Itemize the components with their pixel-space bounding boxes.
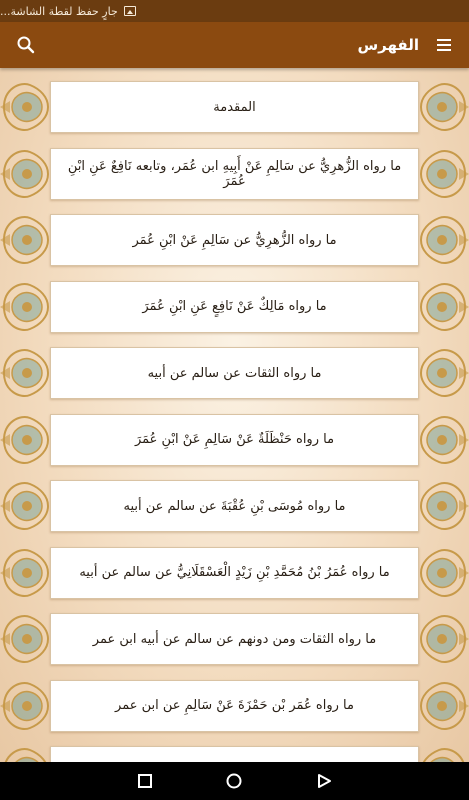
arabesque-ornament-icon [417,144,469,204]
list-item[interactable] [50,148,419,200]
list-item[interactable] [50,347,419,399]
arabesque-ornament-icon [417,609,469,669]
list-item-label: ما رواه مُوسَى بْنِ عُقْبَةَ عن سالم عن أبيه [123,498,346,514]
arabesque-ornament-icon [417,343,469,403]
menu-button[interactable] [433,34,455,56]
list-item-label: ما رواه الثقات عن سالم عن أبيه [147,365,322,381]
list-item[interactable] [50,480,419,532]
system-nav-bar [0,762,469,800]
list-item-label: ما رواه الزُّهرِيُّ عن سَالِمِ عَنْ ابْنِ عُمَر [132,232,337,248]
list-item-label: ما رواه عُمَرُ بْنُ مُحَمَّدِ بْنِ زَيْدٍ الْعَسْقَلَانِيُّ عن سالم عن أبيه [79,565,390,580]
list-item[interactable] [50,214,419,266]
arabesque-ornament-icon [0,476,52,536]
square-icon [137,773,153,789]
arabesque-ornament-icon [417,210,469,270]
page-title: الفهرس [357,36,419,54]
list-item[interactable] [50,414,419,466]
menu-icon [437,39,451,41]
list-item[interactable] [50,613,419,665]
arabesque-ornament-icon [417,77,469,137]
list-item[interactable] [50,547,419,599]
list-item[interactable] [50,281,419,333]
list-item-label: ما رواه مَالِكٌ عَنْ نَافِعٍ عَنِ ابْنِ عُمَرَ [142,299,327,314]
home-button[interactable] [222,769,246,793]
index-list-container[interactable] [0,68,469,762]
arabesque-ornament-icon [0,676,52,736]
arabesque-ornament-icon [0,210,52,270]
arabesque-ornament-icon [417,543,469,603]
screenshot-icon [124,6,136,16]
arabesque-ornament-icon [417,742,469,762]
list-item-label: ما رواه الثقات ومن دونهم عن سالم عن أبيه ابن عمر [92,631,377,647]
triangle-back-icon [316,773,332,789]
list-item-label: ما رواه الزُّهرِيُّ عن سَالِمِ عَنْ أَبِيهِ ابن عُمَر، وتابعه نَافِعٌ عَنِ ابْنِ عُمَرَ [67,158,402,189]
arabesque-ornament-icon [0,277,52,337]
arabesque-ornament-icon [417,476,469,536]
arabesque-ornament-icon [0,543,52,603]
arabesque-ornament-icon [0,609,52,669]
arabesque-ornament-icon [0,343,52,403]
search-button[interactable] [14,33,38,57]
arabesque-ornament-icon [417,676,469,736]
recents-button[interactable] [133,769,157,793]
arabesque-ornament-icon [0,77,52,137]
arabesque-ornament-icon [417,277,469,337]
list-item[interactable] [50,81,419,133]
list-item[interactable] [50,746,419,762]
arabesque-ornament-icon [0,144,52,204]
arabesque-ornament-icon [0,742,52,762]
list-item[interactable] [50,680,419,732]
status-bar [0,0,469,22]
arabesque-ornament-icon [417,410,469,470]
circle-icon [225,772,243,790]
app-bar [0,22,469,68]
list-item-label: المقدمة [213,99,256,115]
search-icon [16,35,36,55]
status-notification-text: جارٍ حفظ لقطة الشاشة... [0,4,118,18]
back-button[interactable] [312,769,336,793]
arabesque-ornament-icon [0,410,52,470]
list-item-label: ما رواه حَنْظَلَةٌ عَنْ سَالِمِ عَنْ ابْنِ عُمَرَ [134,432,335,447]
list-item-label: ما رواه عُمَر بْن حَمْزَةَ عَنْ سَالِمِ عن ابن عمر [115,698,354,713]
